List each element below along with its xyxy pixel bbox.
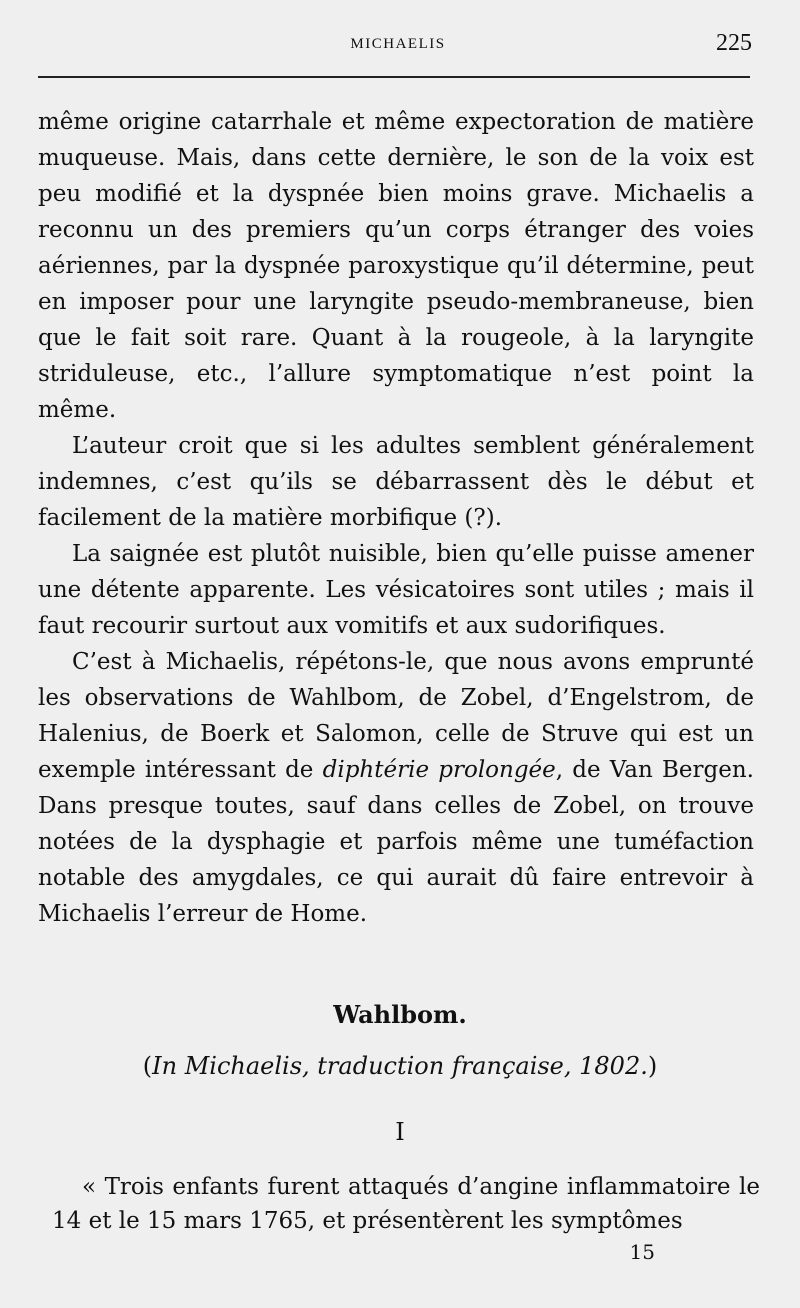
paragraph-3: La saignée est plutôt nuisible, bien qu’elle puisse amener une détente apparente. Les vésicatoires sont utiles ; mais il faut recourir surtout aux vomitifs et aux sudorifiques.	[38, 541, 754, 639]
quote-paragraph: « Trois enfants furent attaqués d’angine inflammatoire le 14 et le 15 mars 1765, et présentèrent les symptômes	[52, 1174, 760, 1234]
paragraph-1: même origine catarrhale et même expectoration de matière muqueuse. Mais, dans cette dernière, le son de la voix est peu modifié et la dyspnée bien moins grave. Michaelis a reconnu un des premiers qu’un corps étranger des voies aériennes, par la dyspnée paroxystique qu’il détermine, peut en imposer pour une laryngite pseudo-membraneuse, bien que le fait soit rare. Quant à la rougeole, à la laryngite striduleuse, etc., l’allure symptomatique n’est point la même.	[38, 109, 754, 423]
citation	[0, 1052, 800, 1080]
paragraph-4-italic: diphtérie prolongée	[322, 757, 556, 783]
page-number: 225	[716, 30, 752, 56]
paragraph-4	[38, 644, 754, 932]
paragraph-4-text-a: C’est à Michaelis, répétons-le, que nous avons emprunté les observations de Wahlbom, de Zobel, d’Engelstrom, de Halenius, de Boerk et Salomon, celle de Struve qui est un exemple intéressant de	[38, 649, 754, 783]
paragraph-4-text-b: , de Van Bergen. Dans presque toutes, sauf dans celles de Zobel, on trouve notées de la dysphagie et parfois même une tuméfaction notable des amygdales, ce qui aurait dû faire entrevoir à Michaelis l’erreur de Home.	[38, 757, 754, 927]
citation-italic: In Michaelis, traduction française, 1802.	[152, 1052, 648, 1080]
running-title: MICHAELIS	[350, 36, 446, 52]
header-rule	[38, 76, 750, 78]
quote-text	[52, 1170, 760, 1238]
running-head	[38, 28, 758, 64]
citation-open-paren: (	[142, 1052, 153, 1080]
body-text	[38, 104, 754, 932]
roman-numeral: I	[395, 1118, 405, 1146]
paragraph-2: L’auteur croit que si les adultes semblent généralement indemnes, c’est qu’ils se débarrassent dès le début et facilement de la matière morbifique (?).	[38, 433, 754, 531]
citation-close-paren: )	[647, 1052, 658, 1080]
section-heading: Wahlbom.	[333, 1000, 467, 1029]
signature-mark: 15	[629, 1240, 655, 1264]
